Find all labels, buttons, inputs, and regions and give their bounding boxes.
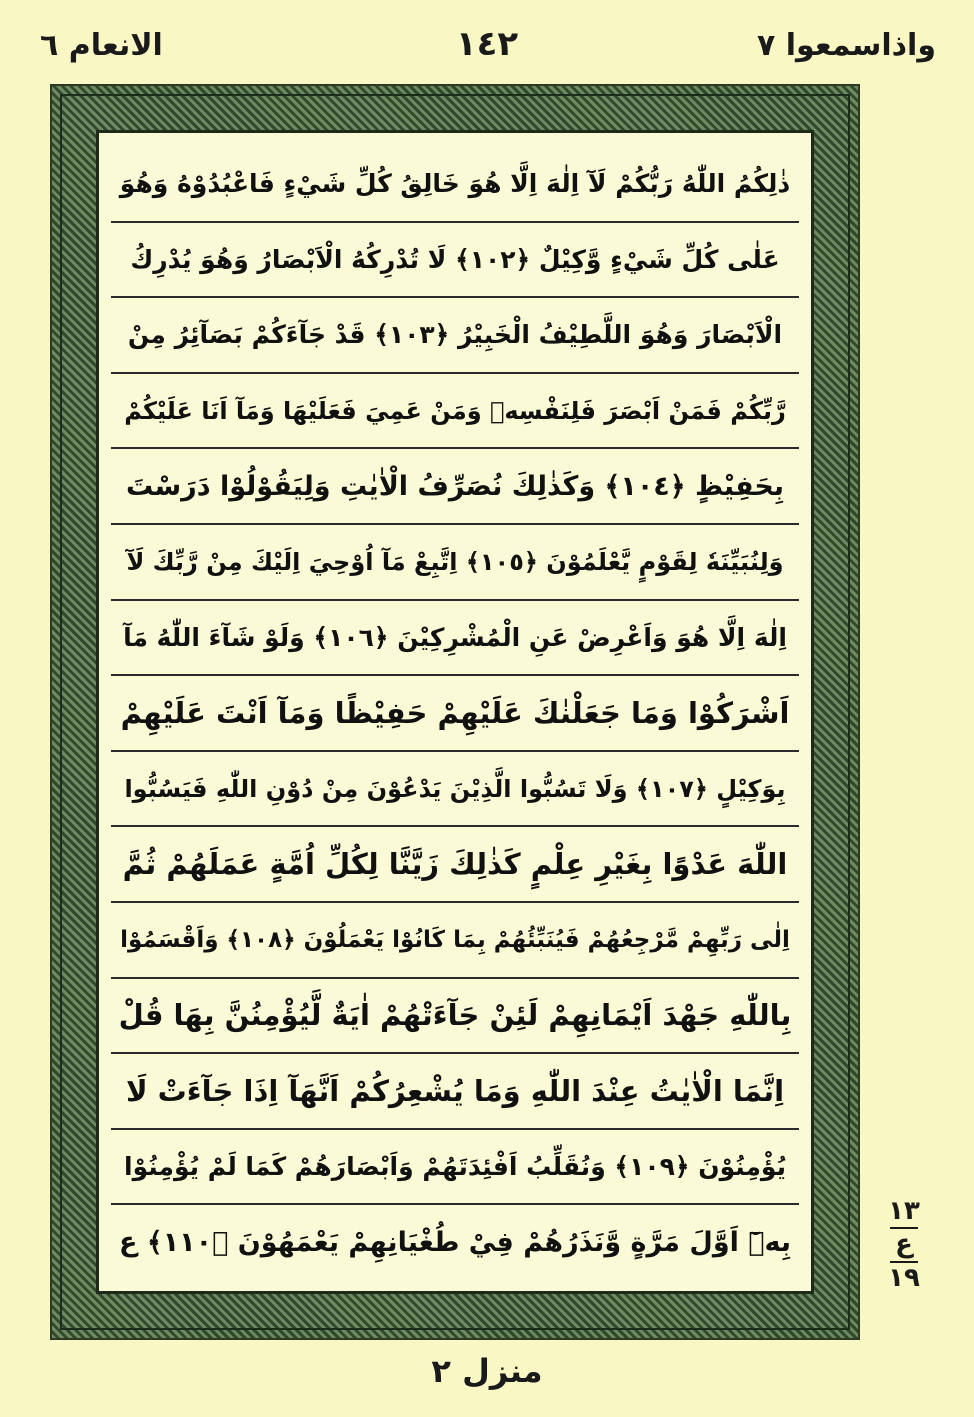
ayah-line-10: اللّٰهَ عَدْوًا بِغَيْرِ عِلْمٍ كَذٰلِكَ زَيَّنَّا لِكُلِّ اُمَّةٍ عَمَلَهُمْ ثُمَّ [111, 827, 799, 903]
surah-name: الانعام ٦ [40, 28, 163, 63]
ayah-line-11: اِلٰى رَبِّهِمْ مَّرْجِعُهُمْ فَيُنَبِّئُهُمْ بِمَا كَانُوْا يَعْمَلُوْنَ ﴿١٠٨﴾ وَاَقْسَمُوْا [111, 903, 799, 979]
ruku-marker-bottom: ١٩ [888, 1262, 920, 1293]
ruku-marker-top: ١٣ [888, 1196, 920, 1226]
page-header [0, 22, 974, 74]
ayah-line-4: رَّبِّكُمْ فَمَنْ اَبْصَرَ فَلِنَفْسِهٖ وَمَنْ عَمِيَ فَعَلَيْهَا وَمَآ اَنَا عَلَيْكُمْ [111, 374, 799, 450]
text-panel [96, 130, 814, 1294]
ayah-line-8: اَشْرَكُوْا وَمَا جَعَلْنٰكَ عَلَيْهِمْ حَفِيْظًا وَمَآ اَنْتَ عَلَيْهِمْ [111, 676, 799, 752]
ruku-marker-middle: ع [895, 1229, 913, 1260]
ayah-line-3: الْاَبْصَارَ وَهُوَ اللَّطِيْفُ الْخَبِيْرُ ﴿١٠٣﴾ قَدْ جَآءَكُمْ بَصَآئِرُ مِنْ [111, 298, 799, 374]
ornamental-border [50, 84, 860, 1340]
page-footer [0, 1352, 974, 1390]
ayah-line-12: بِاللّٰهِ جَهْدَ اَيْمَانِهِمْ لَئِنْ جَآءَتْهُمْ اٰيَةٌ لَّيُؤْمِنُنَّ بِهَا قُلْ [111, 979, 799, 1055]
ayah-line-6: وَلِنُبَيِّنَهٗ لِقَوْمٍ يَّعْلَمُوْنَ ﴿١٠٥﴾ اِتَّبِعْ مَآ اُوْحِيَ اِلَيْكَ مِنْ رَّبِّكَ لَآ [111, 525, 799, 601]
juz-name: واذاسمعوا ٧ [756, 28, 936, 63]
ruku-marker [884, 1198, 924, 1292]
ayah-line-5: بِحَفِيْظٍ ﴿١٠٤﴾ وَكَذٰلِكَ نُصَرِّفُ الْاٰيٰتِ وَلِيَقُوْلُوْا دَرَسْتَ [111, 449, 799, 525]
ayah-line-14: يُؤْمِنُوْنَ ﴿١٠٩﴾ وَنُقَلِّبُ اَفْئِدَتَهُمْ وَاَبْصَارَهُمْ كَمَا لَمْ يُؤْمِنُوْا [111, 1130, 799, 1206]
manzil-label: منزل ٢ [431, 1352, 543, 1390]
ayah-line-7: اِلٰهَ اِلَّا هُوَ وَاَعْرِضْ عَنِ الْمُشْرِكِيْنَ ﴿١٠٦﴾ وَلَوْ شَآءَ اللّٰهُ مَآ [111, 601, 799, 677]
ayah-line-2: عَلٰى كُلِّ شَيْءٍ وَّكِيْلٌ ﴿١٠٢﴾ لَا تُدْرِكُهُ الْاَبْصَارُ وَهُوَ يُدْرِكُ [111, 223, 799, 299]
ayah-line-1: ذٰلِكُمُ اللّٰهُ رَبُّكُمْ لَآ اِلٰهَ اِلَّا هُوَ خَالِقُ كُلِّ شَيْءٍ فَاعْبُدُوْهُ وَهُوَ [111, 147, 799, 223]
ayah-line-13: اِنَّمَا الْاٰيٰتُ عِنْدَ اللّٰهِ وَمَا يُشْعِرُكُمْ اَنَّهَآ اِذَا جَآءَتْ لَا [111, 1054, 799, 1130]
ayah-line-15: بِهٖٓ اَوَّلَ مَرَّةٍ وَّنَذَرُهُمْ فِيْ طُغْيَانِهِمْ يَعْمَهُوْنَ ﴿١١٠﴾ ع [119, 1226, 791, 1258]
ayah-lines [111, 147, 799, 1279]
ayah-line-9: بِوَكِيْلٍ ﴿١٠٧﴾ وَلَا تَسُبُّوا الَّذِيْنَ يَدْعُوْنَ مِنْ دُوْنِ اللّٰهِ فَيَسُبُّوا [111, 752, 799, 828]
page-number: ١٤٢ [455, 24, 519, 64]
